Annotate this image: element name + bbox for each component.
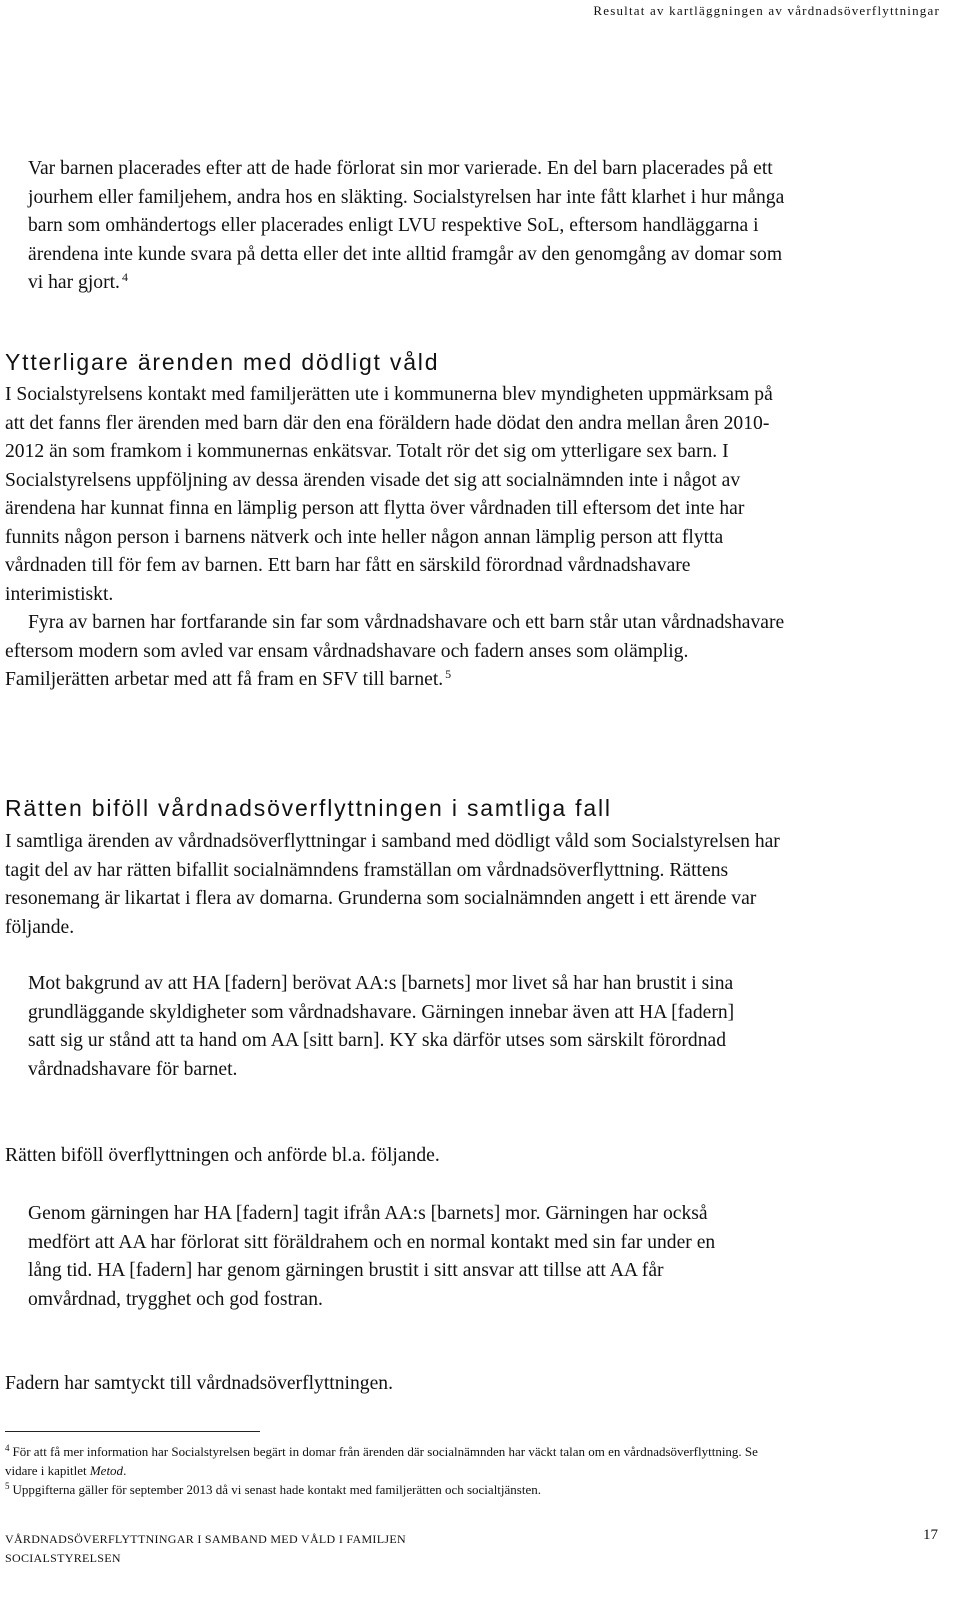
footnote-4-end: . <box>123 1463 127 1478</box>
footer-publisher: SOCIALSTYRELSEN <box>5 1551 121 1565</box>
footnote-4-emphasis: Metod <box>89 1463 124 1478</box>
footnote-4-number: 4 <box>5 1443 10 1453</box>
section1-paragraph-2-text: Fyra av barnen har fortfarande sin far som vårdnadshavare och ett barn står utan vårdnadshavare eftersom modern som avled var ensam vårdnadshavare och fadern anses som olämplig. Familjerätten arbetar med att få fram en SFV till barnet. <box>5 612 785 690</box>
footnote-divider <box>5 1431 260 1432</box>
intro-text: Var barnen placerades efter att de hade förlorat sin mor varierade. En del barn placerades på ett jourhem eller familjehem, andra hos en släkting. Socialstyrelsen har inte fått klarhet i hur många barn som omhändertogs eller placerades enligt LVU respektive SoL, eftersom handläggarna i ärendena inte kunde svara på detta eller det inte alltid framgår av den genomgång av domar som vi har gjort. <box>28 158 785 293</box>
quote-social-board-grounds: Mot bakgrund av att HA [fadern] berövat AA:s [barnets] mor livet så har han brustit i sina grundläggande skyldigheter som vårdnadshavare. Gärningen innebar även att HA [fadern] satt sig ur stånd att ta hand om AA [sitt barn]. KY ska därför utses som särskilt förordnad vårdnadshavare för barnet. <box>28 973 735 1080</box>
footnote-ref-5[interactable]: 5 <box>445 667 452 681</box>
page-number: 17 <box>923 1527 938 1543</box>
running-header: Resultat av kartläggningen av vårdnadsöverflyttningar <box>593 3 940 18</box>
footnote-5 <box>5 1480 765 1499</box>
section1-paragraph-1: I Socialstyrelsens kontakt med familjerätten ute i kommunerna blev myndigheten uppmärksam på att det fanns fler ärenden med barn där den ena föräldern hade dödat den andra mellan åren 2010-2012 än som framkom i kommunernas enkätsvar. Totalt rör det sig om ytterligare sex barn. I Socialstyrelsens uppföljning av dessa ärenden visade det sig att socialnämnden inte i något av ärendena har kunnat finna en lämplig person att flytta över vårdnaden till eftersom det inte har funnits någon person i barnens nätverk och inte heller någon annan lämplig person att flytta vårdnaden till för fem av barnen. Ett barn har fått en särskild förordnad vårdnadshavare interimistiskt. <box>5 384 773 605</box>
footnote-ref-4[interactable]: 4 <box>121 270 128 284</box>
footnotes <box>5 1442 765 1499</box>
section1-paragraph-2 <box>5 609 785 695</box>
footnote-4 <box>5 1442 765 1480</box>
quote-court-reasoning: Genom gärningen har HA [fadern] tagit ifrån AA:s [barnets] mor. Gärningen har också medfört att AA har förlorat sitt föräldrahem och en normal kontakt med sin far under en lång tid. HA [fadern] har genom gärningen brustit i sitt ansvar att tillse att AA får omvårdnad, trygghet och god fostran. <box>28 1203 716 1310</box>
court-approval-statement: Rätten biföll överflyttningen och anförde bl.a. följande. <box>5 1145 440 1166</box>
footnote-5-number: 5 <box>5 1481 10 1491</box>
father-consent-statement: Fadern har samtyckt till vårdnadsöverflyttningen. <box>5 1373 393 1394</box>
section-heading-additional-cases: Ytterligare ärenden med dödligt våld <box>5 349 440 375</box>
footnote-4-text: För att få mer information har Socialstyrelsen begärt in domar från ärenden där socialnämnden har väckt talan om en vårdnadsöverflyttning. Se vidare i kapitlet <box>5 1444 758 1478</box>
section2-paragraph: I samtliga ärenden av vårdnadsöverflyttningar i samband med dödligt våld som Socialstyrelsen har tagit del av har rätten bifallit socialnämndens framställan om vårdnadsöverflyttning. Rättens resonemang är likartat i flera av domarna. Grunderna som socialnämnden angett i ett ärende var följande. <box>5 831 780 938</box>
section-heading-court-approved: Rätten biföll vårdnadsöverflyttningen i samtliga fall <box>5 795 612 821</box>
footer-title: VÅRDNADSÖVERFLYTTNINGAR I SAMBAND MED VÅLD I FAMILJEN <box>5 1532 406 1546</box>
page-footer <box>5 1530 406 1568</box>
section-additional-cases <box>5 381 785 695</box>
footnote-5-text: Uppgifterna gäller för september 2013 då vi senast hade kontakt med familjerätten och socialtjänsten. <box>12 1482 541 1497</box>
section-court-approved <box>5 828 785 942</box>
intro-paragraph <box>28 155 788 298</box>
